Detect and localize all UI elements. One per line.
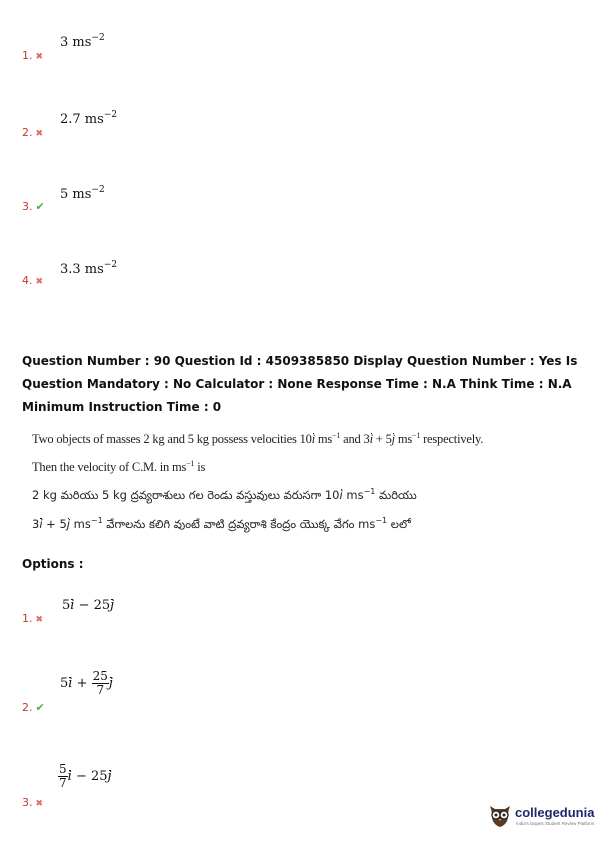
collegedunia-logo	[487, 800, 595, 832]
question-text-te-line2: 3i + 5j $ms^{-1}$ వేగాలను కలిగి వుంటే వాటి ద్రవ్యరాశి కేంద్రం యొక్క వేగం $ms^{-1}$ లలో	[32, 516, 411, 531]
cross-icon: ✖	[35, 129, 44, 139]
prev-option-4-value: 3.3 $ms^{-2}$	[60, 260, 118, 277]
prev-option-3-label: 3. ✔	[22, 200, 45, 213]
cross-icon: ✖	[35, 799, 44, 809]
logo-tagline: India's largest Student Review Platform	[516, 821, 595, 826]
option-3-label: 3. ✖	[22, 796, 44, 809]
question-text-en-line2: Then the velocity of C.M. in $ms^{-1}$ is	[32, 459, 206, 474]
cross-icon: ✖	[35, 52, 44, 62]
checkmark-icon: ✔	[35, 200, 45, 213]
option-2-value: 5i + $\frac{25}{7}$ j	[60, 669, 113, 697]
prev-option-4-label: 4. ✖	[22, 274, 44, 287]
prev-option-1-label: 1. ✖	[22, 49, 44, 62]
options-label: Options :	[22, 557, 84, 571]
option-1-value: 5i − 25j	[62, 598, 115, 613]
prev-option-1-value: 3 $ms^{-2}$	[60, 33, 105, 50]
owl-mascot-icon	[487, 800, 513, 830]
question-text-en-line1: Two objects of masses 2 kg and 5 kg possess velocities 10i $ms^{-1}$ and 3i + 5j $ms^{-1}$ respectively.	[32, 431, 484, 446]
option-1-label: 1. ✖	[22, 612, 44, 625]
cross-icon: ✖	[35, 277, 44, 287]
option-2-label: 2. ✔	[22, 701, 45, 714]
checkmark-icon: ✔	[35, 701, 45, 714]
prev-option-2-value: 2.7 $ms^{-2}$	[60, 110, 118, 127]
prev-option-3-value: 5 $ms^{-2}$	[60, 185, 105, 202]
logo-name: collegedunia	[515, 805, 595, 820]
question-text-te-line1: 2 kg మరియు 5 kg ద్రవ్యరాశులు గల రెండు వస్తువులు వరుసగా 10i $ms^{-1}$ మరియు	[32, 487, 417, 502]
option-3-value: $\frac{5}{7}$ i − 25j	[59, 762, 112, 790]
prev-option-2-label: 2. ✖	[22, 126, 44, 139]
question-header: Question Number : 90 Question Id : 4509385850 Display Question Number : Yes Is Question Mandatory : No Calculator : None Response Time : N.A Think Time : N.A Minimum Instruction Time : 0	[22, 354, 578, 414]
cross-icon: ✖	[35, 615, 44, 625]
